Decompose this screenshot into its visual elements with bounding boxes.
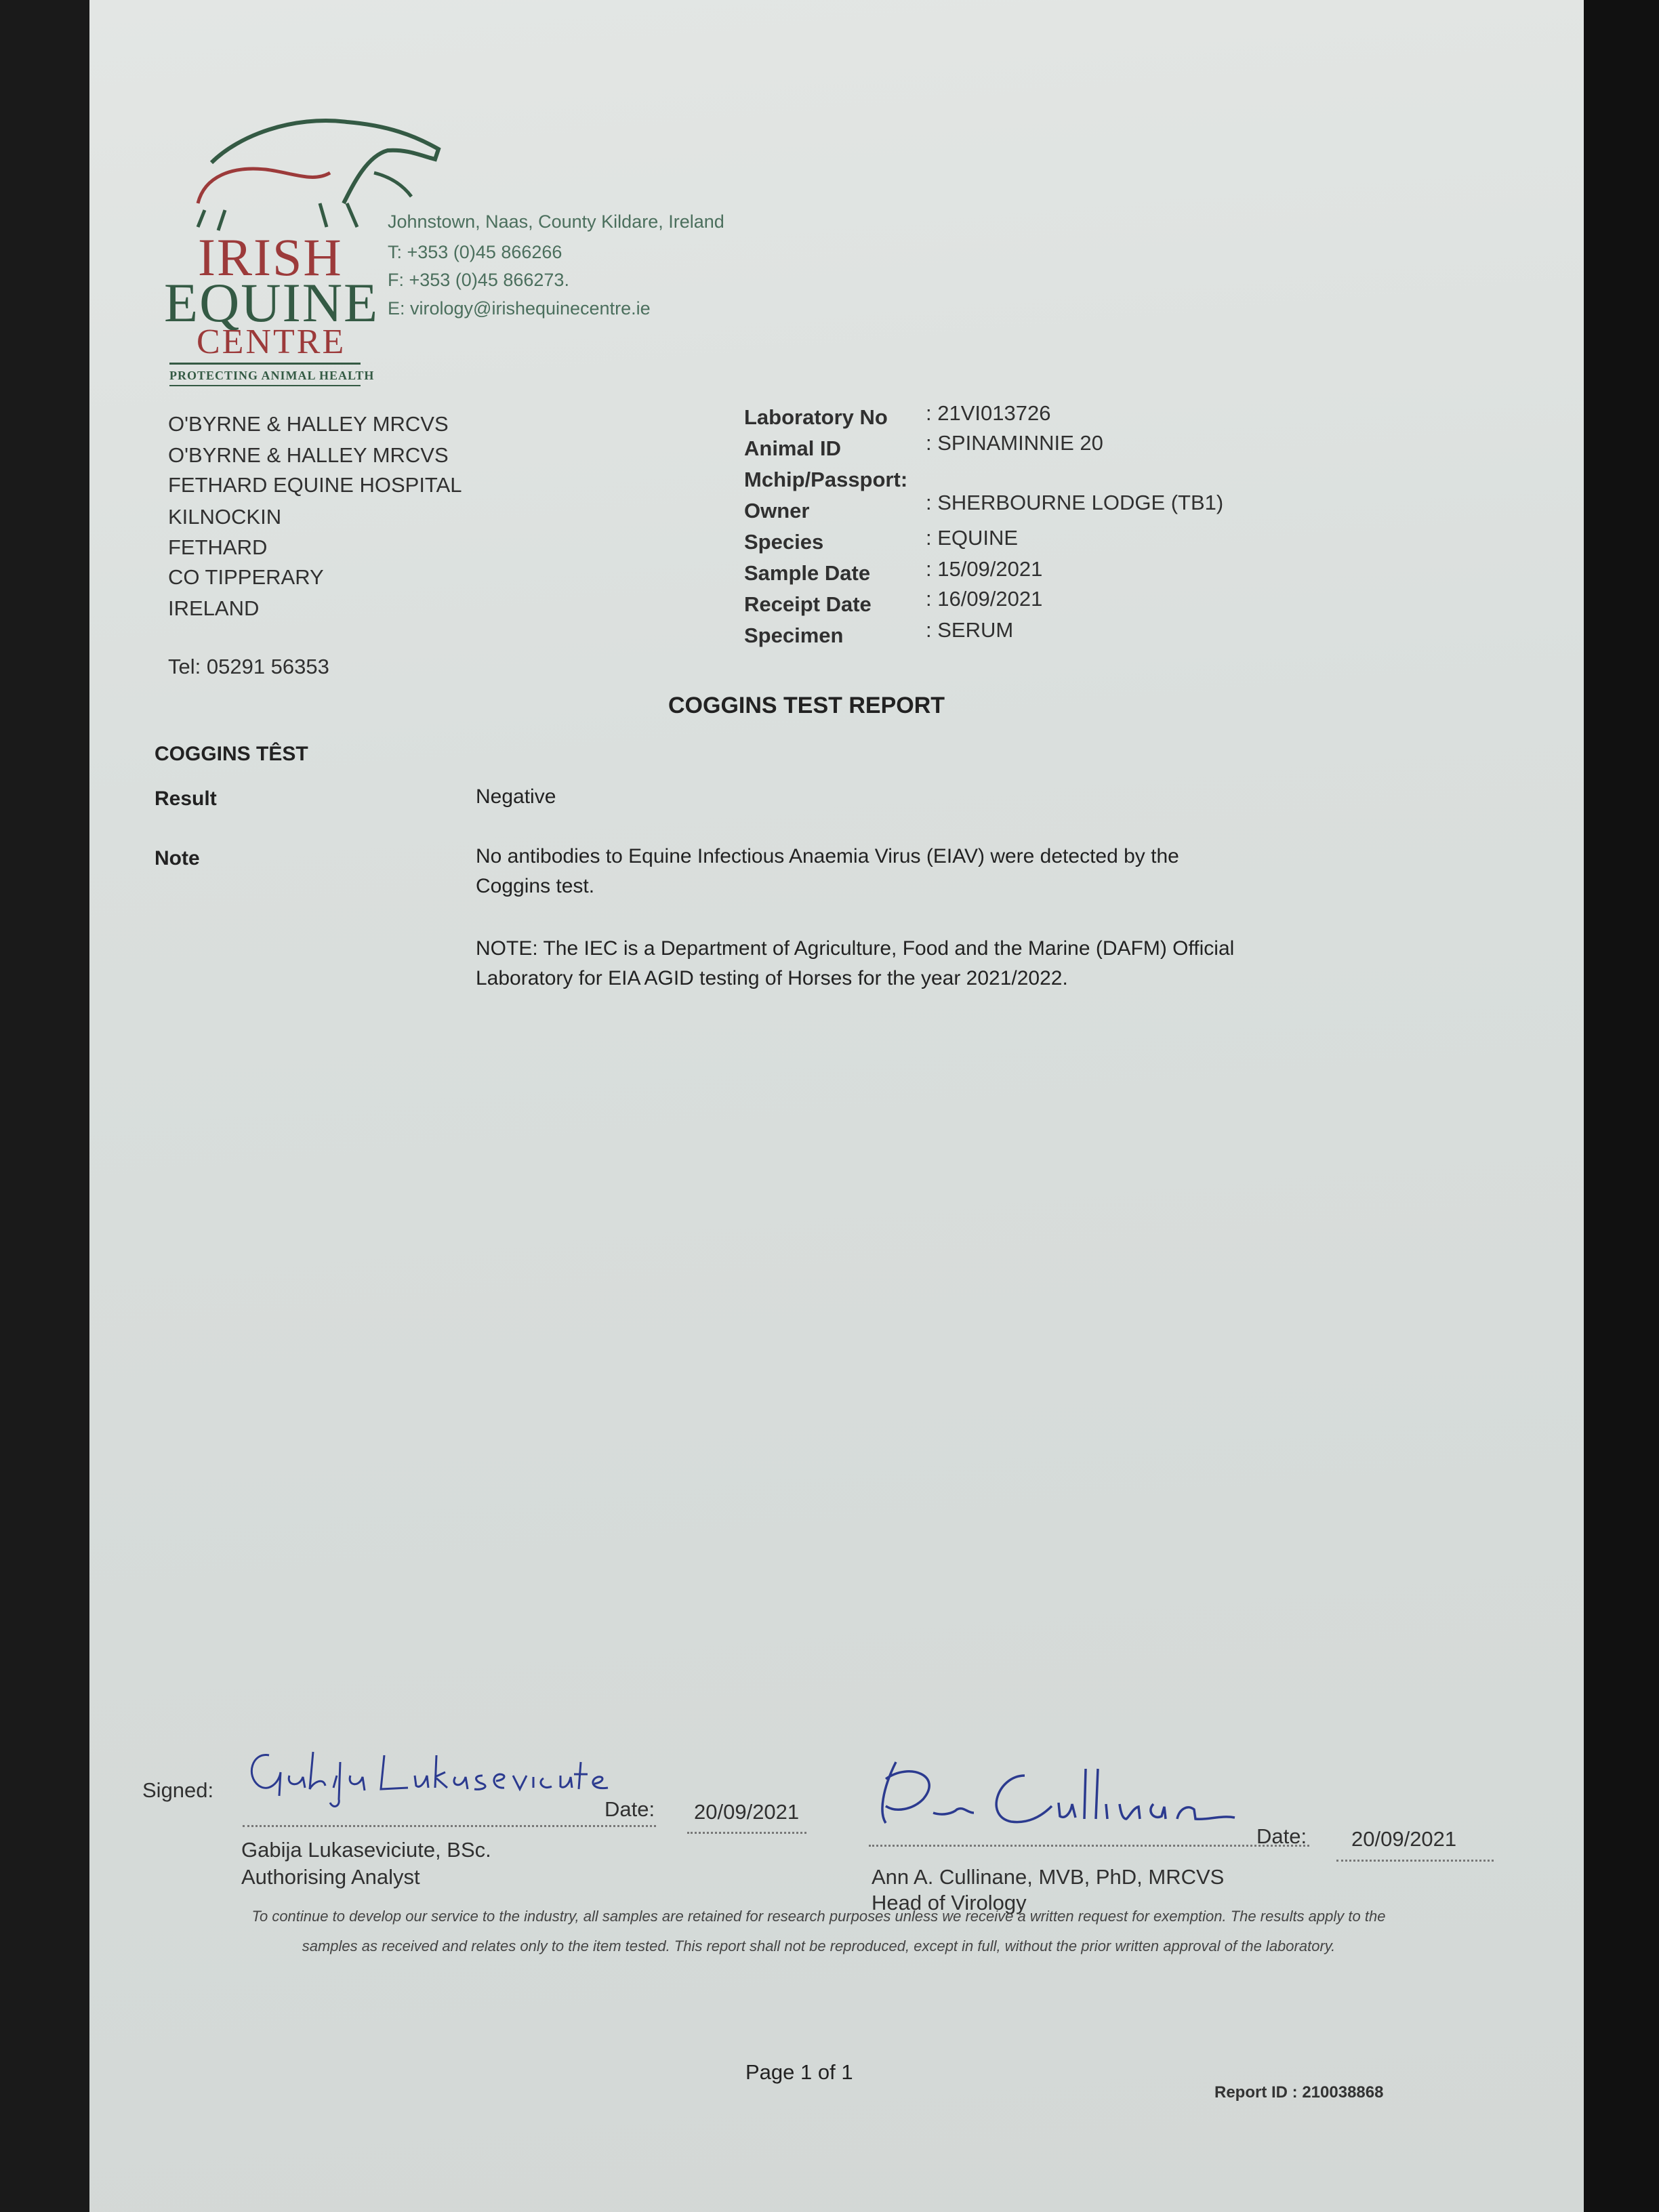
logo-tagline: PROTECTING ANIMAL HEALTH — [169, 369, 375, 382]
recipient-line: FETHARD — [168, 535, 268, 559]
receipt-date-label: Receipt Date — [744, 592, 872, 616]
note-label: Note — [155, 847, 200, 869]
result-value: Negative — [476, 785, 556, 808]
recipient-line: IRELAND — [168, 596, 260, 620]
date-line — [1336, 1860, 1494, 1862]
lab-no-label: Laboratory No — [744, 405, 888, 429]
head-signature — [869, 1748, 1262, 1843]
sample-date-value: : 15/09/2021 — [926, 557, 1043, 581]
specimen-label: Specimen — [744, 623, 844, 647]
animal-id-value: : SPINAMINNIE 20 — [926, 431, 1103, 455]
contact-address: Johnstown, Naas, County Kildare, Ireland — [388, 211, 724, 232]
date-label: Date: — [605, 1797, 655, 1821]
report-title: COGGINS TEST REPORT — [668, 693, 945, 718]
document-page — [89, 0, 1584, 2212]
mchip-passport-label: Mchip/Passport: — [744, 468, 908, 491]
owner-label: Owner — [744, 499, 810, 523]
note-text: No antibodies to Equine Infectious Anaemia Virus (EIAV) were detected by the Coggins test. — [476, 845, 1179, 897]
head-role: Head of Virology — [872, 1891, 1027, 1914]
analyst-signature — [239, 1735, 618, 1809]
signature-line — [243, 1825, 656, 1827]
section-heading: COGGINS TÊST — [155, 743, 308, 765]
result-label: Result — [155, 787, 217, 810]
analyst-name: Gabija Lukaseviciute, BSc. — [241, 1838, 491, 1862]
page-number: Page 1 of 1 — [745, 2060, 853, 2084]
recipient-tel: Tel: 05291 56353 — [168, 655, 329, 678]
recipient-line: FETHARD EQUINE HOSPITAL — [168, 473, 462, 497]
owner-value: : SHERBOURNE LODGE (TB1) — [926, 491, 1224, 514]
analyst-role: Authorising Analyst — [241, 1865, 420, 1889]
dafm-note: NOTE: The IEC is a Department of Agriculture, Food and the Marine (DAFM) Official Laboratory for EIA AGID testing of Horses for the year 2021/2022. — [476, 937, 1235, 989]
signature-line — [869, 1845, 1309, 1847]
logo-divider — [169, 363, 361, 365]
recipient-line: CO TIPPERARY — [168, 565, 324, 589]
receipt-date-value: : 16/09/2021 — [926, 587, 1043, 611]
contact-phone: T: +353 (0)45 866266 — [388, 242, 562, 262]
report-id: Report ID : 210038868 — [1214, 2083, 1384, 2102]
species-value: : EQUINE — [926, 526, 1019, 550]
recipient-line: KILNOCKIN — [168, 505, 282, 529]
recipient-line: O'BYRNE & HALLEY MRCVS — [168, 412, 449, 436]
sample-date-label: Sample Date — [744, 561, 871, 585]
recipient-line: O'BYRNE & HALLEY MRCVS — [168, 443, 449, 467]
background-edge — [1579, 0, 1659, 2212]
specimen-value: : SERUM — [926, 618, 1014, 642]
lab-no-value: : 21VI013726 — [926, 401, 1051, 425]
disclaimer: To continue to develop our service to the industry, all samples are retained for research purposes unless we receive a written request for exemption. The results apply to the samples as received and relates only to the item tested. This report shall not be reproduced, except in full, without the prior written approval of the laboratory. — [251, 1908, 1386, 1954]
head-date: 20/09/2021 — [1351, 1827, 1457, 1851]
animal-id-label: Animal ID — [744, 436, 841, 460]
contact-fax: F: +353 (0)45 866273. — [388, 270, 569, 290]
contact-email[interactable]: E: virology@irishequinecentre.ie — [388, 298, 651, 319]
logo-text-irish: IRISH — [198, 228, 343, 287]
signed-label: Signed: — [142, 1778, 214, 1802]
head-name: Ann A. Cullinane, MVB, PhD, MRCVS — [872, 1865, 1225, 1889]
logo-text-centre: CENTRE — [197, 323, 346, 361]
species-label: Species — [744, 530, 824, 554]
logo-divider — [169, 385, 361, 386]
date-label: Date: — [1256, 1824, 1307, 1848]
date-line — [687, 1832, 806, 1834]
analyst-date: 20/09/2021 — [694, 1800, 800, 1824]
logo-text-equine: EQUINE — [164, 272, 380, 333]
